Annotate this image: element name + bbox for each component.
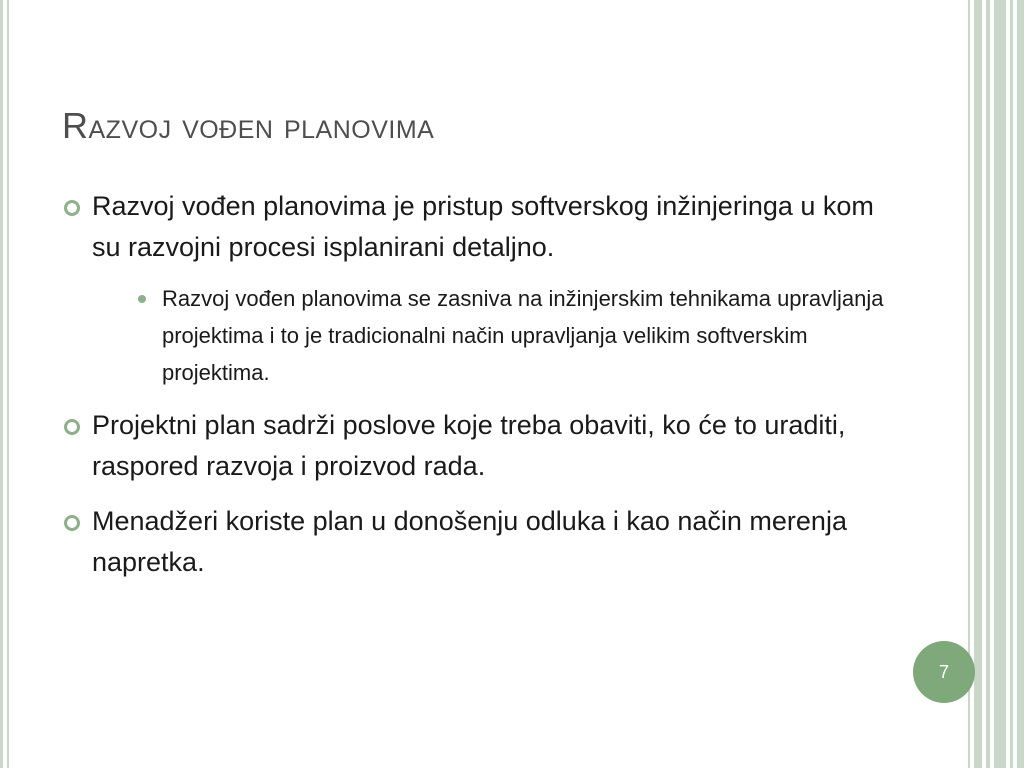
right-border-stripe (974, 0, 982, 768)
dot-bullet-icon (138, 295, 146, 303)
bullet-text: Razvoj vođen planovima je pristup softverskog inžinjeringa u kom su razvojni procesi isplanirani detaljno. (92, 191, 874, 262)
left-border-line (7, 0, 9, 768)
bullet-item (62, 501, 892, 583)
ring-bullet-icon (64, 515, 80, 531)
right-border-decoration (968, 0, 1024, 768)
sub-bullet-text: Razvoj vođen planovima se zasniva na inžinjerskim tehnikama upravljanja projektima i to je tradicionalni način upravljanja velikim softverskim projektima. (162, 286, 884, 385)
bullet-item (62, 405, 892, 487)
left-border-line (0, 0, 3, 768)
bullet-item (62, 186, 892, 391)
ring-bullet-icon (64, 419, 80, 435)
sub-bullet-item (132, 280, 892, 391)
sub-bullet-list (92, 280, 892, 391)
right-border-stripe (994, 0, 1006, 768)
right-border-stripe (1017, 0, 1024, 768)
slide-title: Razvoj vođen planovima (62, 105, 435, 146)
bullet-text: Menadžeri koriste plan u donošenju odluka i kao način merenja napretka. (92, 506, 847, 577)
ring-bullet-icon (64, 200, 80, 216)
left-border-decoration (0, 0, 12, 768)
right-border-stripe (1010, 0, 1013, 768)
right-border-stripe (986, 0, 990, 768)
page-number: 7 (938, 661, 949, 682)
slide-content (62, 186, 892, 597)
bullet-text: Projektni plan sadrži poslove koje treba obaviti, ko će to uraditi, raspored razvoja i proizvod rada. (92, 410, 846, 481)
page-number-badge (913, 641, 975, 703)
